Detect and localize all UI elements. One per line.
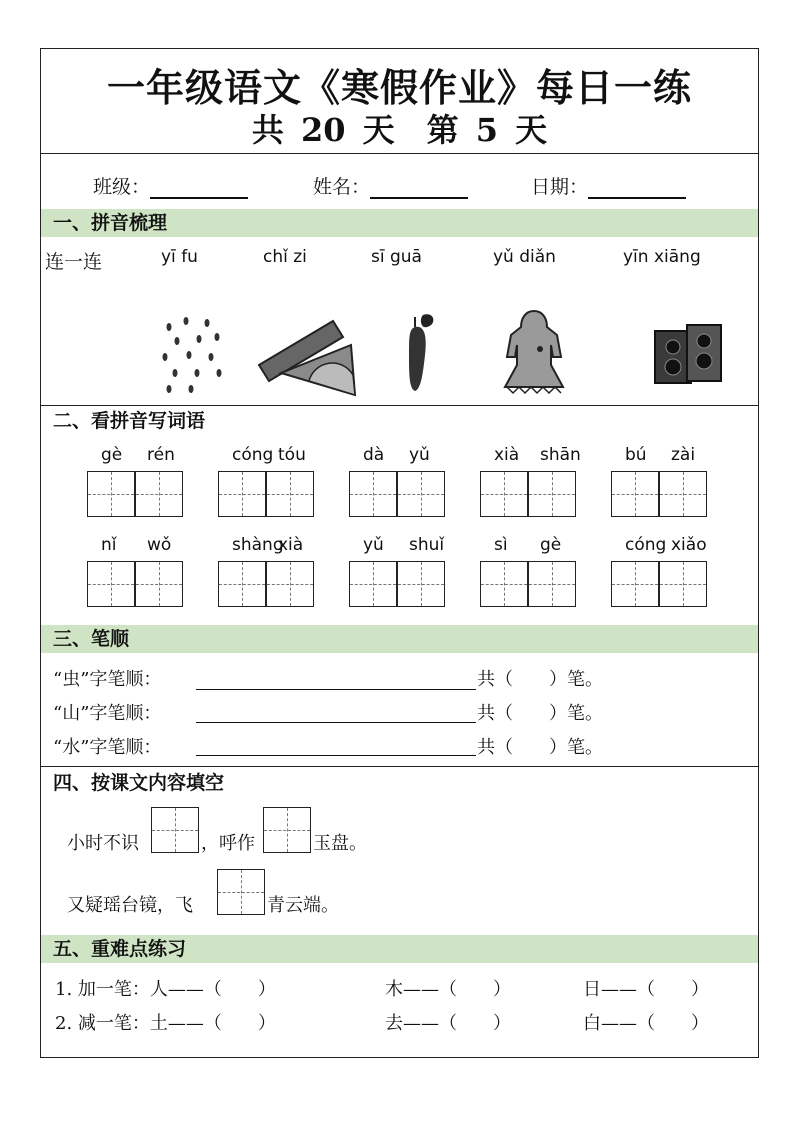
name-blank[interactable] bbox=[370, 179, 468, 199]
word-pinyin: xiǎo bbox=[671, 535, 707, 555]
pinyin-label: yīn xiāng bbox=[623, 247, 701, 267]
writing-box[interactable] bbox=[528, 471, 576, 517]
instruction-text: 连一连 bbox=[45, 251, 103, 273]
word-pinyin: xià bbox=[278, 535, 304, 555]
word-pinyin: yǔ bbox=[363, 535, 384, 555]
poem-text: 青云端。 bbox=[267, 895, 339, 916]
answer-box[interactable] bbox=[151, 807, 199, 853]
writing-box[interactable] bbox=[611, 471, 659, 517]
poem-text: ，呼作 bbox=[201, 833, 255, 854]
writing-box[interactable] bbox=[480, 561, 528, 607]
word-pinyin: wǒ bbox=[147, 535, 172, 555]
exercise-item: 1. 加一笔：人——（ ） bbox=[55, 979, 276, 1000]
word-pinyin: dà bbox=[363, 445, 385, 465]
section-heading: 一、拼音梳理 bbox=[41, 209, 758, 237]
ruler-set-icon bbox=[251, 315, 361, 399]
writing-box[interactable] bbox=[659, 471, 707, 517]
section-heading: 五、重难点练习 bbox=[41, 935, 758, 963]
word-pinyin: xià bbox=[494, 445, 520, 465]
date-blank[interactable] bbox=[588, 179, 686, 199]
writing-box[interactable] bbox=[266, 471, 314, 517]
stroke-order-label: “虫”字笔顺： bbox=[53, 669, 162, 690]
answer-box[interactable] bbox=[217, 869, 265, 915]
word-pinyin: sì bbox=[494, 535, 508, 555]
word-pinyin: rén bbox=[147, 445, 175, 465]
word-pinyin: zài bbox=[671, 445, 696, 465]
pinyin-label: sī guā bbox=[371, 247, 422, 267]
class-blank[interactable] bbox=[150, 179, 248, 199]
class-field bbox=[93, 172, 248, 199]
writing-box[interactable] bbox=[135, 561, 183, 607]
writing-box[interactable] bbox=[349, 561, 397, 607]
writing-box[interactable] bbox=[528, 561, 576, 607]
writing-box[interactable] bbox=[135, 471, 183, 517]
word-pinyin: yǔ bbox=[409, 445, 430, 465]
word-pinyin: nǐ bbox=[101, 535, 117, 555]
word-pinyin: bú bbox=[625, 445, 647, 465]
writing-box[interactable] bbox=[87, 561, 135, 607]
pinyin-label: yǔ diǎn bbox=[493, 247, 556, 267]
writing-box[interactable] bbox=[87, 471, 135, 517]
name-field bbox=[313, 172, 468, 199]
writing-box[interactable] bbox=[397, 561, 445, 607]
poem-text: 小时不识 bbox=[67, 833, 139, 854]
answer-line[interactable] bbox=[196, 689, 476, 690]
poem-text: 又疑瑶台镜，飞 bbox=[67, 895, 193, 916]
section-heading: 三、笔顺 bbox=[41, 625, 758, 653]
writing-box[interactable] bbox=[659, 561, 707, 607]
raindrops-icon bbox=[151, 311, 231, 401]
writing-box[interactable] bbox=[480, 471, 528, 517]
stroke-count: 共（ ）笔。 bbox=[477, 669, 603, 690]
writing-box[interactable] bbox=[218, 471, 266, 517]
exercise-item: 日——（ ） bbox=[583, 979, 709, 1000]
worksheet-subtitle: 共 20 天 第 5 天 bbox=[251, 111, 548, 149]
writing-box[interactable] bbox=[611, 561, 659, 607]
stroke-count: 共（ ）笔。 bbox=[477, 703, 603, 724]
word-pinyin: gè bbox=[101, 445, 123, 465]
name-label: 姓名： bbox=[313, 176, 371, 198]
pinyin-label: chǐ zi bbox=[263, 247, 307, 267]
pinyin-label: yī fu bbox=[161, 247, 198, 267]
exercise-item: 白——（ ） bbox=[583, 1013, 709, 1034]
loofah-icon bbox=[401, 307, 441, 397]
word-pinyin: shān bbox=[540, 445, 581, 465]
answer-line[interactable] bbox=[196, 722, 476, 723]
writing-box[interactable] bbox=[349, 471, 397, 517]
answer-line[interactable] bbox=[196, 755, 476, 756]
poem-text: 玉盘。 bbox=[313, 833, 367, 854]
divider bbox=[41, 766, 758, 767]
exercise-item: 去——（ ） bbox=[385, 1013, 511, 1034]
section-heading: 二、看拼音写词语 bbox=[53, 410, 206, 432]
writing-box[interactable] bbox=[218, 561, 266, 607]
writing-box[interactable] bbox=[266, 561, 314, 607]
date-field bbox=[531, 172, 686, 199]
word-pinyin: shàng bbox=[232, 535, 284, 555]
word-pinyin: shuǐ bbox=[409, 535, 445, 555]
word-pinyin: cóng bbox=[232, 445, 274, 465]
word-pinyin: tóu bbox=[278, 445, 306, 465]
stroke-count: 共（ ）笔。 bbox=[477, 737, 603, 758]
exercise-item: 木——（ ） bbox=[385, 979, 511, 1000]
writing-box[interactable] bbox=[397, 471, 445, 517]
section-heading: 四、按课文内容填空 bbox=[53, 772, 225, 794]
class-label: 班级： bbox=[93, 176, 151, 198]
exercise-item: 2. 减一笔：土——（ ） bbox=[55, 1013, 276, 1034]
stroke-order-label: “水”字笔顺： bbox=[53, 737, 162, 758]
stroke-order-label: “山”字笔顺： bbox=[53, 703, 162, 724]
date-label: 日期： bbox=[531, 176, 589, 198]
speaker-icon bbox=[653, 321, 723, 387]
dress-icon bbox=[499, 305, 569, 397]
divider bbox=[41, 405, 758, 406]
worksheet bbox=[40, 48, 759, 1058]
divider bbox=[41, 153, 758, 154]
word-pinyin: cóng bbox=[625, 535, 667, 555]
word-pinyin: gè bbox=[540, 535, 562, 555]
worksheet-title: 一年级语文《寒假作业》每日一练 bbox=[106, 65, 692, 110]
answer-box[interactable] bbox=[263, 807, 311, 853]
